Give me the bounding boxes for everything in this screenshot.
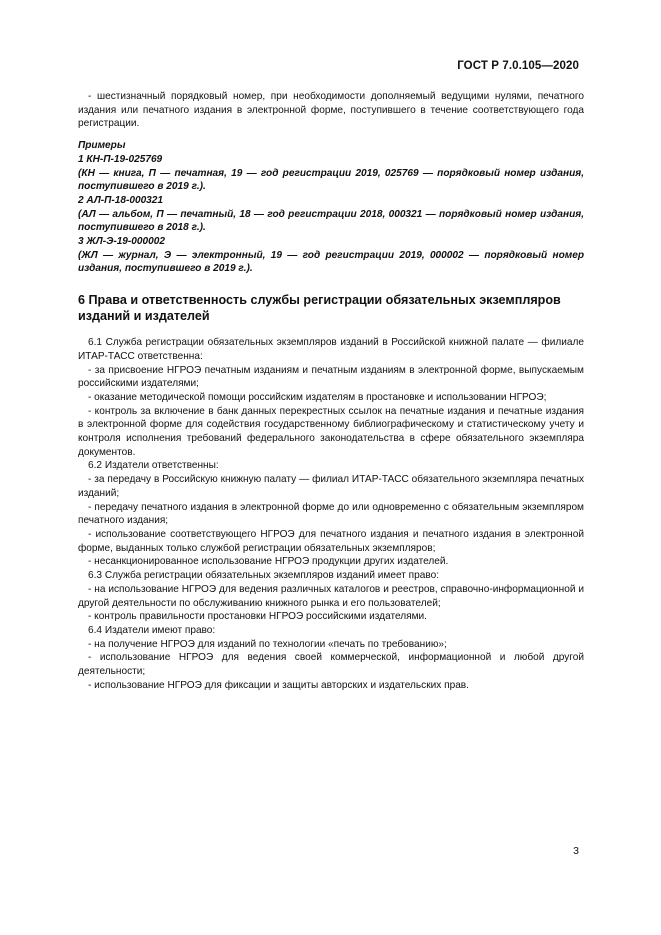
list-item: - использование НГРОЭ для фиксации и защиты авторских и издательских прав. — [88, 679, 469, 691]
list-item: - на получение НГРОЭ для изданий по технологии «печать по требованию»; — [88, 638, 447, 650]
list-item: - на использование НГРОЭ для ведения различных каталогов и реестров, справочно-информационной и другой деятельности по обслуживанию книжного рынка и его пользователей; — [78, 583, 584, 609]
example-1-explanation: (КН — книга, П — печатная, 19 — год регистрации 2019, 025769 — порядковый номер издания, поступившего в 2019 г.). — [78, 167, 584, 193]
examples-block — [78, 139, 584, 276]
list-item: - оказание методической помощи российским издателям в простановке и использовании НГРОЭ; — [88, 391, 547, 403]
paragraph-6-2: 6.2 Издатели ответственны: — [88, 460, 219, 472]
list-item: - передачу печатного издания в электронной форме до или одновременно с обязательным экземпляром печатного издания; — [78, 501, 584, 527]
paragraph-6-1: 6.1 Служба регистрации обязательных экземпляров изданий в Российской книжной палате — филиале ИТАР-ТАСС ответственна: — [78, 337, 584, 362]
page-body — [78, 90, 584, 692]
example-1-code: 1 КН-П-19-025769 — [78, 153, 163, 165]
list-item: - за присвоение НГРОЭ печатным изданиям и печатным изданиям в электронной форме, выпускаемым российскими издателями; — [78, 364, 584, 390]
example-2-explanation: (АЛ — альбом, П — печатный, 18 — год регистрации 2018, 000321 — порядковый номер издания, поступившего в 2018 г.). — [78, 208, 584, 234]
section-body — [78, 336, 584, 692]
list-item: - за передачу в Российскую книжную палату — филиал ИТАР-ТАСС обязательного экземпляра печатных изданий; — [78, 474, 584, 499]
example-3-code: 3 ЖЛ-Э-19-000002 — [78, 236, 165, 248]
intro-paragraph — [78, 90, 584, 131]
list-item: - несанкционированное использование НГРОЭ продукции других издателей. — [88, 556, 449, 568]
examples-heading: Примеры — [78, 140, 126, 152]
page-number: 3 — [573, 845, 579, 857]
list-item: - использование НГРОЭ для ведения своей коммерческой, информационной и любой другой деятельности; — [78, 652, 584, 678]
list-item: - контроль за включение в банк данных перекрестных ссылок на печатные издания и печатные издания в электронной форме для содействия государственному библиографическому и статистическому учету и контроля исполнения требований федерального законодательства в сфере обязательного экземпляра документов. — [78, 405, 584, 458]
document-code-header: ГОСТ Р 7.0.105—2020 — [457, 60, 579, 72]
list-item: - контроль правильности простановки НГРОЭ российскими издателями. — [88, 611, 427, 623]
paragraph-6-3: 6.3 Служба регистрации обязательных экземпляров изданий имеет право: — [88, 570, 440, 582]
list-item: - использование соответствующего НГРОЭ для печатного издания и печатного издания в электронной форме, выданных только службой регистрации обязательных экземпляров; — [78, 528, 584, 554]
example-2-code: 2 АЛ-П-18-000321 — [78, 194, 164, 206]
intro-paragraph-text: - шестизначный порядковый номер, при необходимости дополняемый ведущими нулями, печатного издания или печатного издания в электронной форме, поступившего в течение соответствующего года регистрации. — [78, 91, 584, 130]
section-heading: 6 Права и ответственность службы регистрации обязательных экземпляров изданий и издателей — [78, 293, 561, 324]
example-3-explanation: (ЖЛ — журнал, Э — электронный, 19 — год регистрации 2019, 000002 — порядковый номер издания, поступившего в 2019 г.). — [78, 249, 584, 275]
paragraph-6-4: 6.4 Издатели имеют право: — [88, 624, 216, 636]
